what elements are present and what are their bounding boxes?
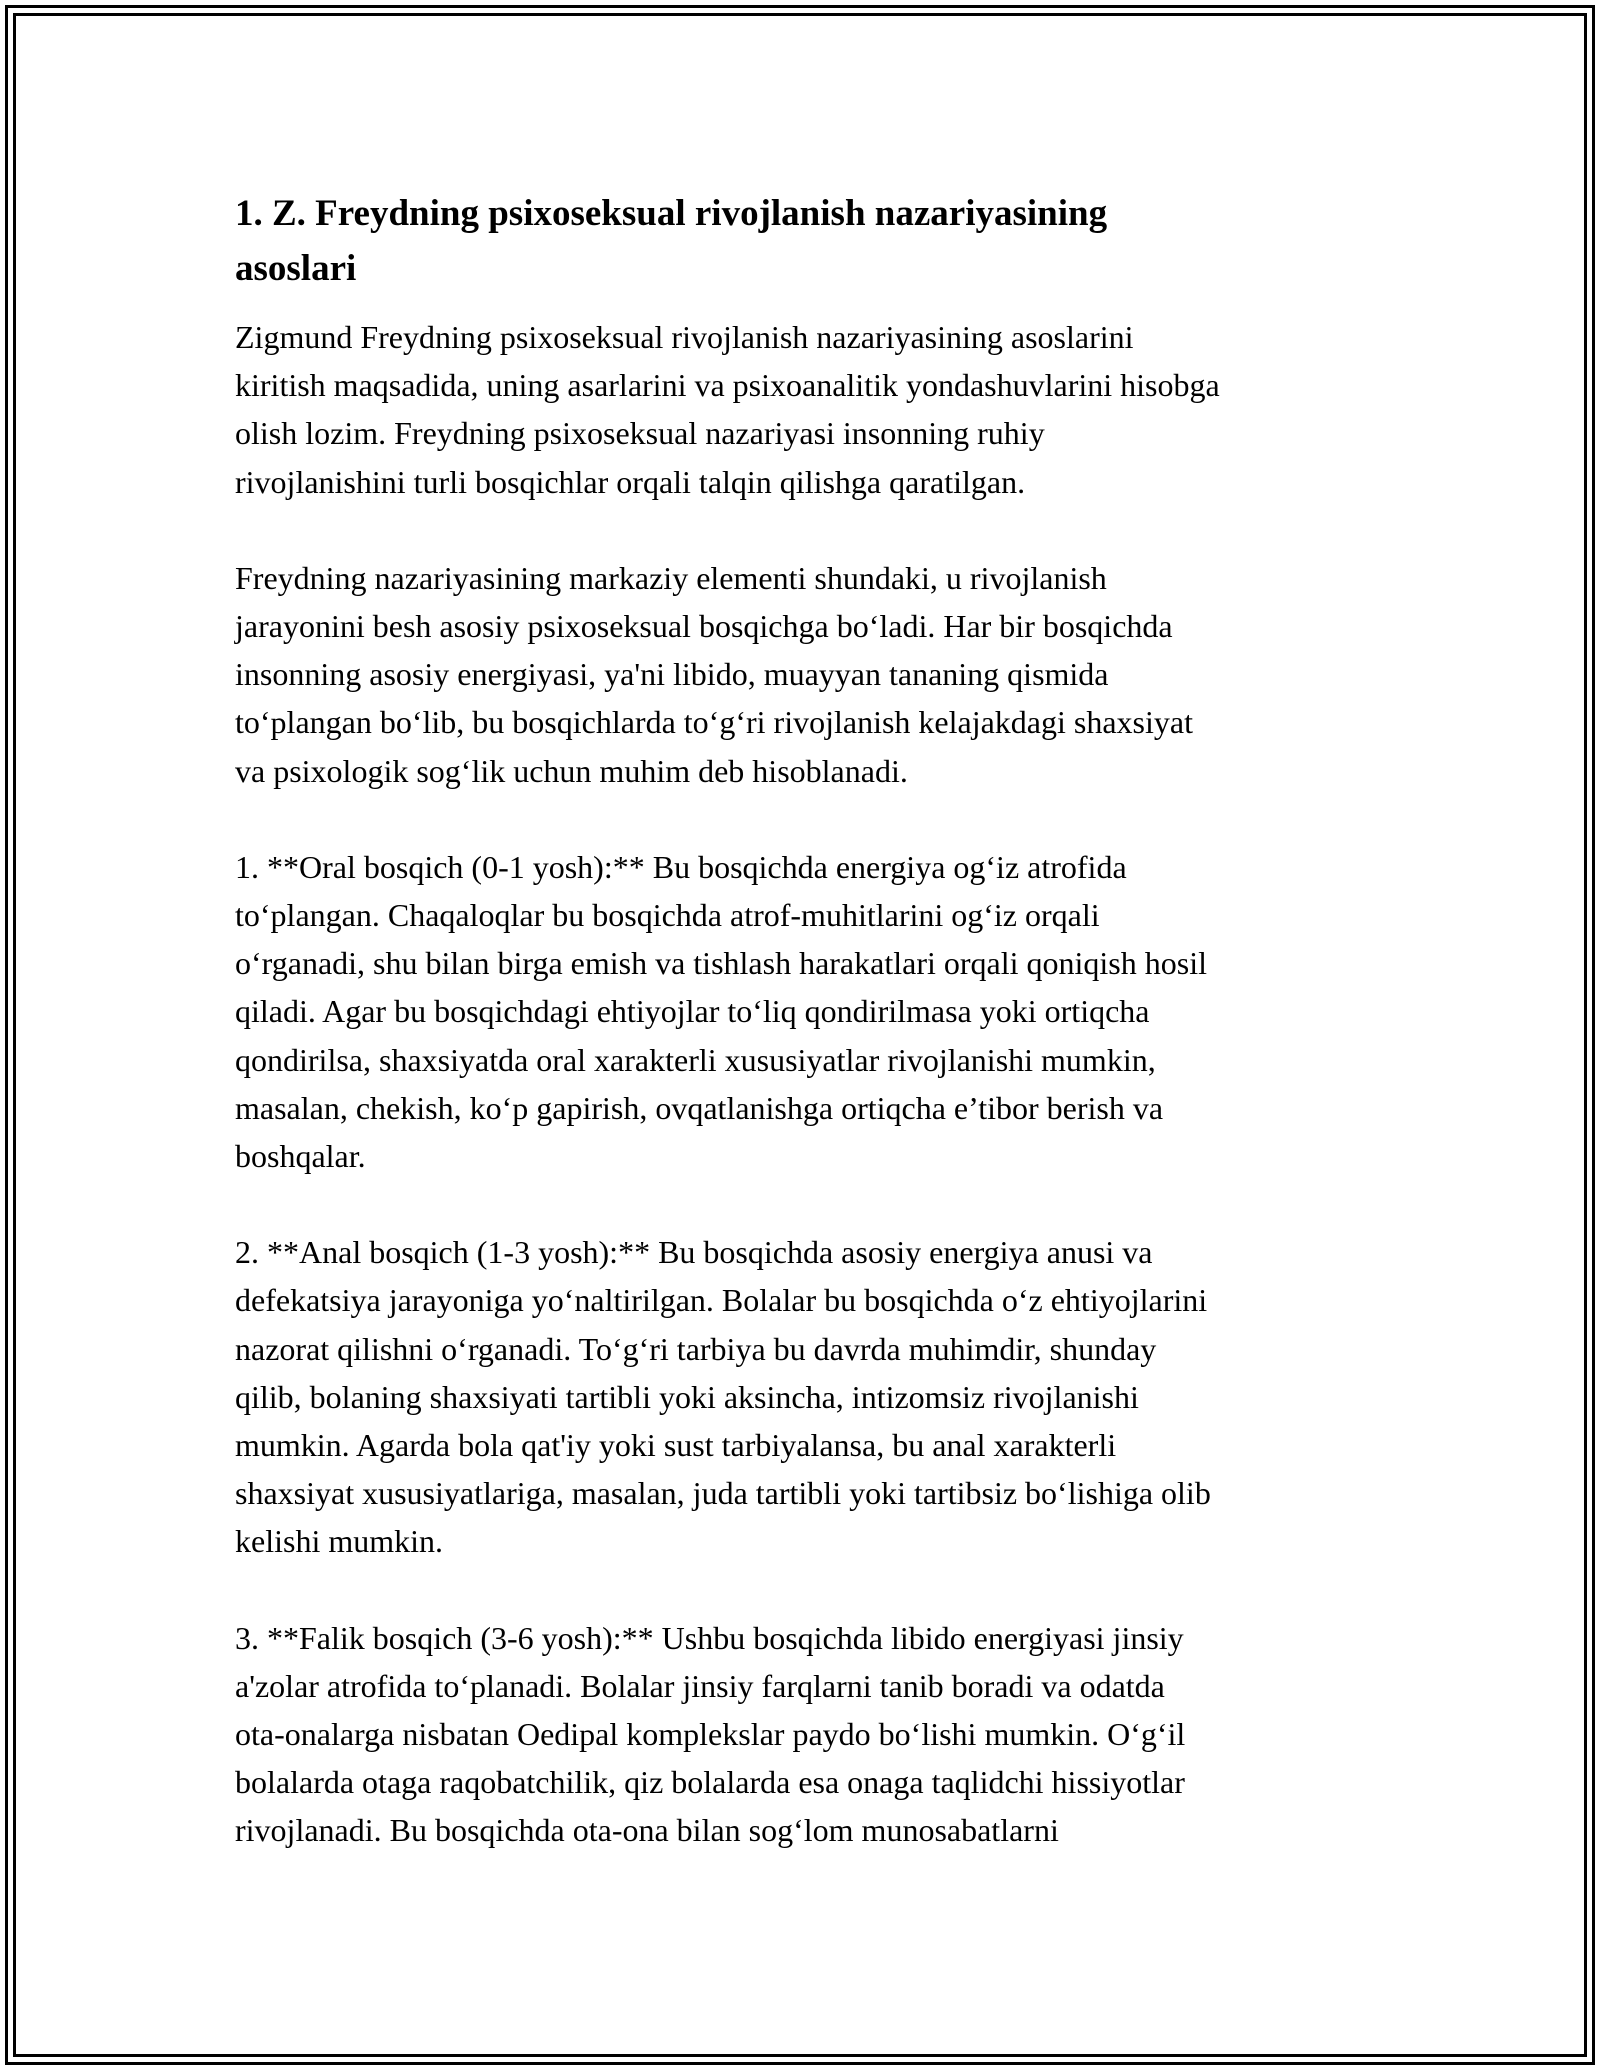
paragraph-oral-stage: 1. **Oral bosqich (0-1 yosh):** Bu bosqichda energiya og‘iz atrofida to‘plangan. Chaqaloqlar bu bosqichda atrof-muhitlarini og‘iz orqali o‘rganadi, shu bilan birga emish va tishlash harakatlari orqali qoniqish hosil qiladi. Agar bu bosqichdagi ehtiyojlar to‘liq qondirilmasa yoki ortiqcha qondirilsa, shaxsiyatda oral xarakterli xususiyatlar rivojlanishi mumkin, masalan, chekish, ko‘p gapirish, ovqatlanishga ortiqcha e’tibor berish va boshqalar. xyxy=(235,848,1207,1175)
paragraph-anal-stage: 2. **Anal bosqich (1-3 yosh):** Bu bosqichda asosiy energiya anusi va defekatsiya jarayoniga yo‘naltirilgan. Bolalar bu bosqichda o‘z ehtiyojlarini nazorat qilishni o‘rganadi. To‘g‘ri tarbiya bu davrda muhimdir, shunday qilib, bolaning shaxsiyati tartibli yoki aksincha, intizomsiz rivojlanishi mumkin. Agarda bola qat'iy yoki sust tarbiyalansa, bu anal xarakterli shaxsiyat xususiyatlariga, masalan, juda tartibli yoki tartibsiz bo‘lishiga olib kelishi mumkin. xyxy=(235,1234,1211,1560)
paragraph-stages-overview: Freydning nazariyasining markaziy elementi shundaki, u rivojlanish jarayonini besh asosiy psixoseksual bosqichga bo‘ladi. Har bir bosqichda insonning asosiy energiyasi, ya'ni libido, muayyan tananing qismida to‘plangan bo‘lib, bu bosqichlarda to‘g‘ri rivojlanish kelajakdagi shaxsiyat va psixologik sog‘lik uchun muhim deb hisoblanadi. xyxy=(235,559,1193,789)
document-body xyxy=(235,186,1370,1903)
paragraph-intro: Zigmund Freydning psixoseksual rivojlanish nazariyasining asoslarini kiritish maqsadida, uning asarlarini va psixoanalitik yondashuvlarini hisobga olish lozim. Freydning psixoseksual nazariyasi insonning ruhiy rivojlanishini turli bosqichlar orqali talqin qilishga qaratilgan. xyxy=(235,319,1220,500)
section-title: 1. Z. Freydning psixoseksual rivojlanish nazariyasining asoslari xyxy=(235,193,1108,289)
paragraph-phallic-stage: 3. **Falik bosqich (3-6 yosh):** Ushbu bosqichda libido energiyasi jinsiy a'zolar atrofida to‘planadi. Bolalar jinsiy farqlarni tanib boradi va odatda ota-onalarga nisbatan Oedipal komplekslar paydo bo‘lishi mumkin. O‘g‘il bolalarda otaga raqobatchilik, qiz bolalarda esa onaga taqlidchi hissiyotlar rivojlanadi. Bu bosqichda ota-ona bilan sog‘lom munosabatlarni xyxy=(235,1619,1186,1849)
